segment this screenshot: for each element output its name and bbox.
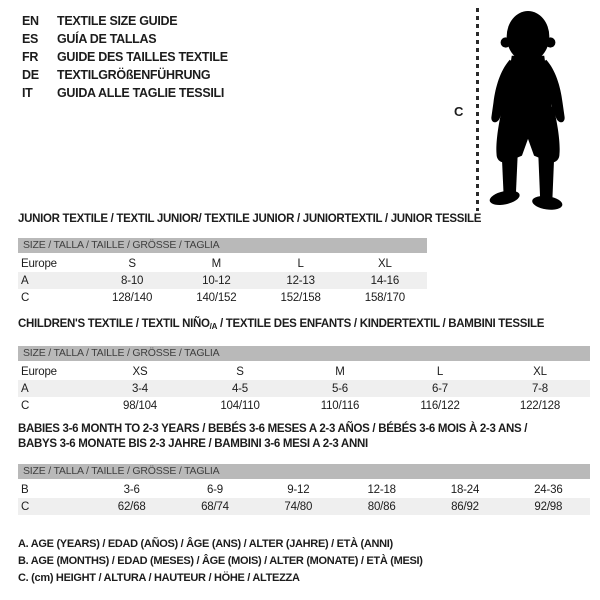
size-cell: 128/140 xyxy=(112,291,153,304)
language-title: TEXTILE SIZE GUIDE xyxy=(57,14,178,28)
children-size-table xyxy=(18,346,590,414)
babies-table-title-line1: BABIES 3-6 MONTH TO 2-3 YEARS / BEBÉS 3-6 MESES A 2-3 AÑOS / BÉBÉS 3-6 MOIS À 2-3 ANS / xyxy=(18,423,528,435)
height-label-c: C xyxy=(454,104,464,119)
row-label: A xyxy=(18,272,90,289)
size-cell: M xyxy=(211,257,222,270)
height-measure-figure xyxy=(448,4,598,216)
language-row xyxy=(22,66,228,84)
size-cell: 62/68 xyxy=(90,498,173,515)
size-cell: 5-6 xyxy=(290,380,390,397)
language-code: IT xyxy=(22,86,33,100)
size-cell: 122/128 xyxy=(519,399,561,412)
table-row xyxy=(18,289,427,306)
size-cell: S xyxy=(128,257,136,270)
size-cell: 3-4 xyxy=(90,380,190,397)
language-row xyxy=(22,30,228,48)
row-label: A xyxy=(18,380,90,397)
size-cell: 80/86 xyxy=(340,498,423,515)
footnote-age-years: A. AGE (YEARS) / EDAD (AÑOS) / ÂGE (ANS) / ALTER (JAHRE) / ETÀ (ANNI) xyxy=(18,538,393,550)
children-table-title-text: CHILDREN'S TEXTILE / TEXTIL NIÑO xyxy=(18,318,210,330)
size-cell: XS xyxy=(132,365,148,378)
size-cell: 12-18 xyxy=(367,483,396,496)
language-title: GUIDA ALLE TAGLIE TESSILI xyxy=(57,86,225,100)
size-cell: 104/110 xyxy=(220,399,260,412)
row-label: C xyxy=(18,498,90,515)
table-row xyxy=(18,363,590,380)
language-row xyxy=(22,12,228,30)
children-table-title xyxy=(18,317,544,334)
size-cell: S xyxy=(236,365,244,378)
baby-silhouette-icon xyxy=(481,9,575,212)
size-header-bar: SIZE / TALLA / TAILLE / GRÖSSE / TAGLIA xyxy=(18,238,427,253)
size-cell: 6-9 xyxy=(206,483,223,496)
size-cell: 18-24 xyxy=(450,483,480,496)
babies-table-title xyxy=(18,422,527,452)
row-label: Europe xyxy=(21,257,57,270)
size-cell: 6-7 xyxy=(390,380,490,397)
size-cell: 140/152 xyxy=(196,291,237,304)
size-cell: 86/92 xyxy=(423,498,506,515)
size-cell: 8-10 xyxy=(90,272,174,289)
language-title: GUÍA DE TALLAS xyxy=(57,32,157,46)
row-label: B xyxy=(21,483,29,496)
row-label: Europe xyxy=(21,365,57,378)
language-title-block xyxy=(22,12,228,102)
size-cell: XL xyxy=(378,257,392,270)
babies-table-title-line2: BABYS 3-6 MONATE BIS 2-3 JAHRE / BAMBINI 3-6 MESI A 2-3 ANNI xyxy=(18,438,368,450)
size-cell: 10-12 xyxy=(174,272,258,289)
language-code: ES xyxy=(22,32,39,46)
size-cell: 116/122 xyxy=(420,399,460,412)
table-row xyxy=(18,397,590,414)
size-cell: 152/158 xyxy=(280,291,321,304)
size-cell: M xyxy=(335,365,345,378)
children-table-title-suffix: / TEXTILE DES ENFANTS / KINDERTEXTIL / BAMBINI TESSILE xyxy=(217,318,545,330)
table-row xyxy=(18,498,590,515)
size-cell: 14-16 xyxy=(343,272,427,289)
junior-size-table xyxy=(18,238,427,306)
size-cell: XL xyxy=(533,365,547,378)
height-dashed-line xyxy=(476,8,479,211)
size-cell: 12-13 xyxy=(259,272,343,289)
legend-footnotes xyxy=(18,536,423,587)
language-code: EN xyxy=(22,14,39,28)
row-label: C xyxy=(21,399,30,412)
size-cell: 92/98 xyxy=(507,498,590,515)
table-row xyxy=(18,272,427,289)
size-cell: 98/104 xyxy=(123,399,157,412)
row-label: C xyxy=(21,291,30,304)
size-cell: 3-6 xyxy=(123,483,140,496)
size-cell: 7-8 xyxy=(490,380,590,397)
size-cell: 24-36 xyxy=(534,483,563,496)
babies-size-table xyxy=(18,464,590,515)
language-code: DE xyxy=(22,68,39,82)
junior-table-title-text: JUNIOR TEXTILE / TEXTIL JUNIOR/ TEXTILE JUNIOR / JUNIORTEXTIL / JUNIOR TESSILE xyxy=(18,213,482,225)
footnote-age-months: B. AGE (MONTHS) / EDAD (MESES) / ÂGE (MOIS) / ALTER (MONATE) / ETÀ (MESI) xyxy=(18,555,423,567)
size-cell: 74/80 xyxy=(257,498,340,515)
table-row xyxy=(18,481,590,498)
children-table-title-sub: /A xyxy=(209,322,218,331)
size-cell: 9-12 xyxy=(287,483,310,496)
size-cell: L xyxy=(436,365,444,378)
footnote-height-cm: C. (cm) HEIGHT / ALTURA / HAUTEUR / HÖHE / ALTEZZA xyxy=(18,572,300,584)
size-cell: L xyxy=(297,257,304,270)
language-code: FR xyxy=(22,50,39,64)
language-title: GUIDE DES TAILLES TEXTILE xyxy=(57,50,228,64)
junior-table-title xyxy=(18,212,481,227)
size-header-bar: SIZE / TALLA / TAILLE / GRÖSSE / TAGLIA xyxy=(18,464,590,479)
size-header-bar: SIZE / TALLA / TAILLE / GRÖSSE / TAGLIA xyxy=(18,346,590,361)
size-cell: 4-5 xyxy=(190,380,290,397)
table-row xyxy=(18,380,590,397)
size-cell: 158/170 xyxy=(364,291,405,304)
table-row xyxy=(18,255,427,272)
language-title: TEXTILGRÖßENFÜHRUNG xyxy=(57,68,211,82)
size-cell: 68/74 xyxy=(173,498,256,515)
language-row xyxy=(22,84,228,102)
language-row xyxy=(22,48,228,66)
size-cell: 110/116 xyxy=(320,399,360,412)
